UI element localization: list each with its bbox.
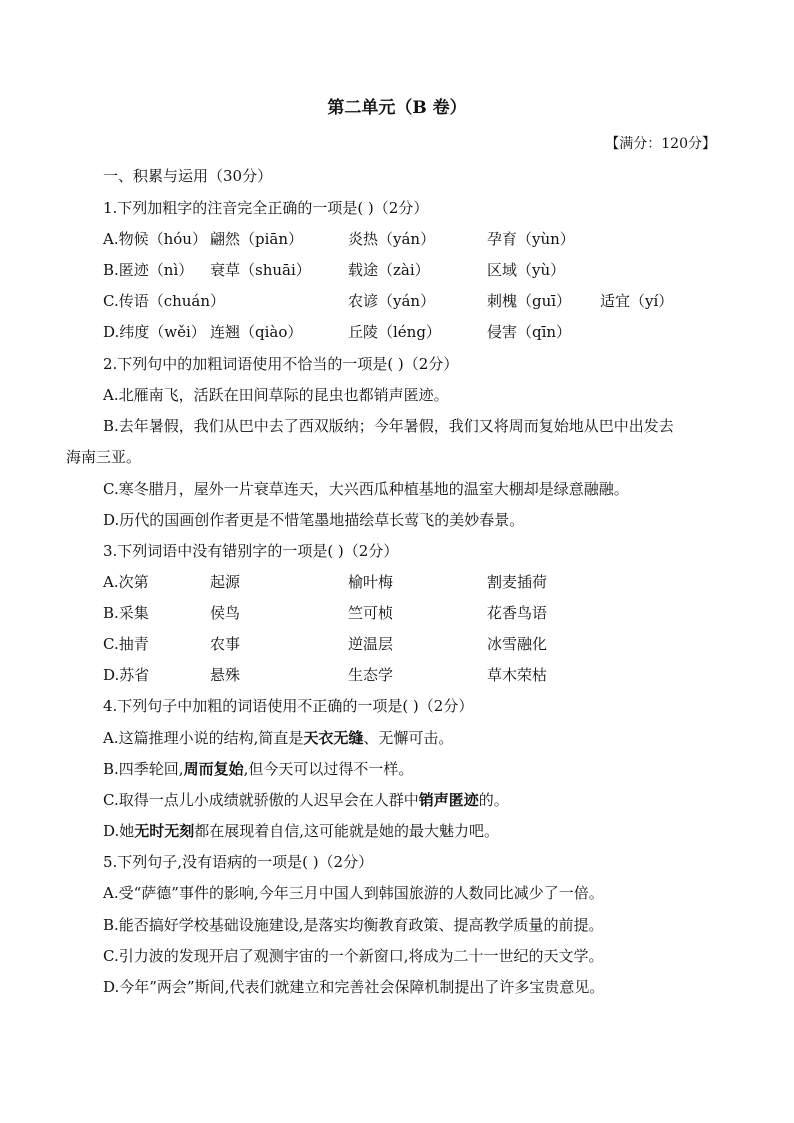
option-cell: 衰草（shuāi） <box>210 261 311 279</box>
option-text: 都在展现着自信,这可能就是她的最大魅力吧。 <box>194 822 500 840</box>
option-cell: 草木荣枯 <box>487 666 548 684</box>
option-cell: C.传语（chuán） <box>103 292 226 310</box>
option-cell: C.抽青 <box>103 635 149 653</box>
bold-term: 无时无刻 <box>134 822 195 840</box>
option-cell: 区域（yù） <box>487 261 566 279</box>
option-text: 的。 <box>478 791 509 809</box>
question-2-stem: 2.下列句中的加粗词语使用不恰当的一项是( )（2分） <box>103 355 459 373</box>
option-text: A.这篇推理小说的结构,简直是 <box>103 729 304 747</box>
option-cell: 农谚（yán） <box>348 292 436 310</box>
question-4-option-b <box>103 759 413 779</box>
option-cell: 适宜（yí） <box>600 292 674 310</box>
option-cell: 翩然（piān） <box>210 230 304 248</box>
option-cell: 炎热（yán） <box>348 230 436 248</box>
question-3-stem: 3.下列词语中没有错别字的一项是( )（2分） <box>103 542 399 560</box>
question-4-stem: 4.下列句子中加粗的词语使用不正确的一项是( )（2分） <box>103 697 474 715</box>
question-2-option-c: C.寒冬腊月，屋外一片衰草连天，大兴西瓜种植基地的温室大棚却是绿意融融。 <box>103 480 629 498</box>
option-cell: B.采集 <box>103 604 149 622</box>
option-cell: 冰雪融化 <box>487 635 548 653</box>
option-cell: 侵害（qīn） <box>487 323 572 341</box>
full-score-label: 【满分：120分】 <box>605 136 716 152</box>
option-cell: 连翘（qiào） <box>210 323 303 341</box>
option-text: 、无懈可击。 <box>363 729 454 747</box>
option-cell: 侯鸟 <box>210 604 241 622</box>
question-5-option-d: D.今年”两会”斯间,代表们就建立和完善社会保障机制提出了许多宝贵意见。 <box>103 978 605 996</box>
option-cell: 农事 <box>210 635 241 653</box>
page-title: 第二单元（B 卷） <box>327 98 467 118</box>
question-4-option-d <box>103 821 499 841</box>
option-cell: 割麦插荷 <box>487 573 548 591</box>
option-text: C.取得一点儿小成绩就骄傲的人迟早会在人群中 <box>103 791 419 809</box>
option-cell: 逆温层 <box>348 635 394 653</box>
option-cell: 榆叶梅 <box>348 573 394 591</box>
option-cell: B.匿迹（nì） <box>103 261 194 279</box>
option-cell: D.苏省 <box>103 666 150 684</box>
question-5-option-c: C.引力波的发现开启了观测宇宙的一个新窗口,将成为二十一世纪的天文学。 <box>103 947 604 965</box>
question-4-option-a <box>103 728 453 748</box>
option-cell: 悬殊 <box>210 666 241 684</box>
option-cell: A.次第 <box>103 573 149 591</box>
question-5-option-b: B.能否搞好学校基础设施建设,是落实均衡教育政策、提高教学质量的前提。 <box>103 916 604 934</box>
option-cell: 生态学 <box>348 666 394 684</box>
option-text: B.四季轮回, <box>103 760 184 778</box>
question-2-option-b-cont: 海南三亚。 <box>66 448 142 466</box>
bold-term: 天衣无缝 <box>303 729 364 747</box>
option-cell: 丘陵（léng） <box>348 323 441 341</box>
option-cell: A.物候（hóu） <box>103 230 207 248</box>
option-cell: 花香鸟语 <box>487 604 548 622</box>
bold-term: 销声匿迹 <box>418 791 479 809</box>
option-cell: 孕育（yùn） <box>487 230 575 248</box>
option-text: D.她 <box>103 822 135 840</box>
option-cell: 起源 <box>210 573 241 591</box>
bold-term: 周而复始 <box>183 760 244 778</box>
question-2-option-d: D.历代的国画创作者更是不惜笔墨地描绘草长莺飞的美妙春景。 <box>103 511 525 529</box>
question-2-option-b: B.去年暑假，我们从巴中去了西双版纳；今年暑假，我们又将周而复始地从巴中出发去 <box>103 417 674 435</box>
question-2-option-a: A.北雁南飞，活跃在田间草际的昆虫也都销声匿迹。 <box>103 386 449 404</box>
option-text: ,但今天可以过得不一样。 <box>243 760 414 778</box>
question-1-stem: 1.下列加粗字的注音完全正确的一项是( )（2分） <box>103 199 429 217</box>
option-cell: 竺可桢 <box>348 604 394 622</box>
section-heading: 一、积累与运用（30分） <box>103 167 273 185</box>
option-cell: D.纬度（wěi） <box>103 323 206 341</box>
question-4-option-c <box>103 790 509 810</box>
option-cell: 刺槐（guī） <box>487 292 572 310</box>
question-5-stem: 5.下列句子,没有语病的一项是( )（2分） <box>103 853 374 871</box>
option-cell: 载途（zài） <box>348 261 430 279</box>
question-5-option-a: A.受“萨德”事件的影响,今年三月中国人到韩国旅游的人数同比减少了一倍。 <box>103 884 604 902</box>
